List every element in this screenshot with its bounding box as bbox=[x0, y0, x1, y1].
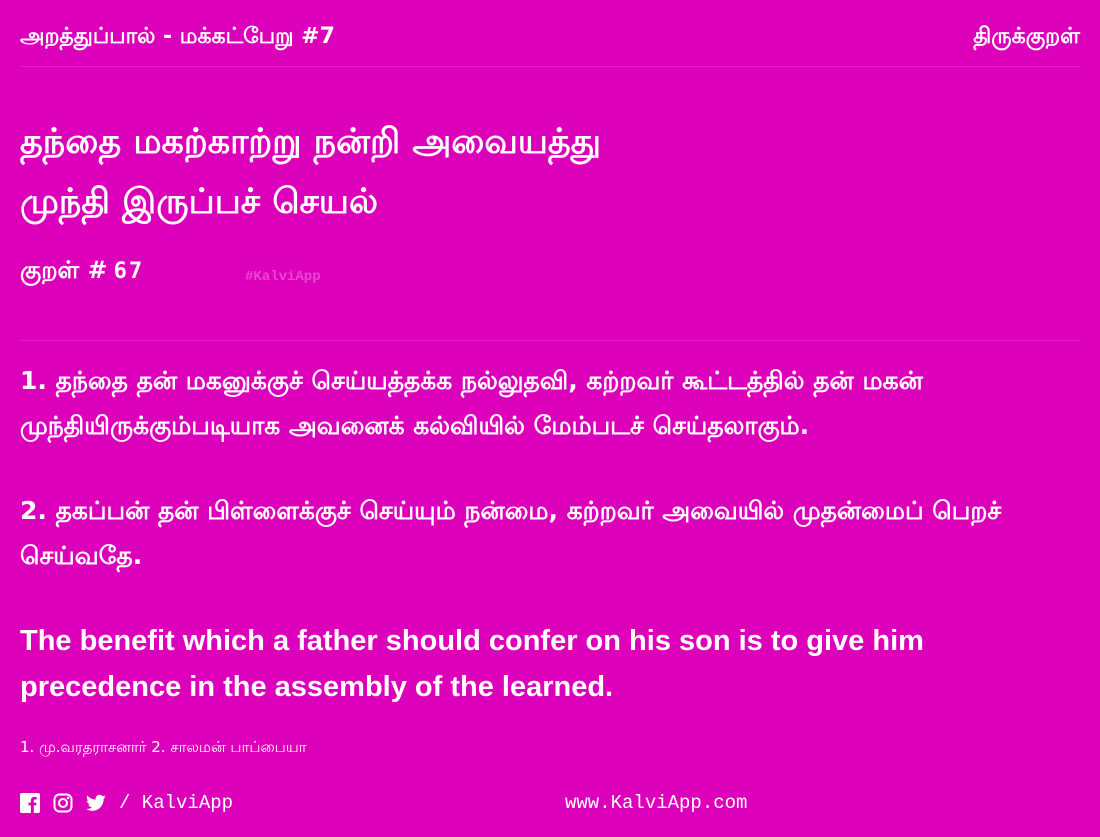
header bbox=[20, 24, 1080, 64]
header-divider bbox=[20, 66, 1080, 67]
facebook-icon[interactable] bbox=[20, 793, 40, 813]
instagram-icon[interactable] bbox=[53, 793, 73, 813]
meaning-2: 2. தகப்பன் தன் பிள்ளைக்குச் செய்யும் நன்மை, கற்றவர் அவையில் முதன்மைப் பெறச் செய்வதே. bbox=[20, 496, 1002, 570]
kural-line-1: தந்தை மகற்காற்று நன்றி அவையத்து bbox=[20, 122, 602, 162]
authors: 1. மு.வரதராசனார் 2. சாலமன் பாப்பையா bbox=[20, 738, 307, 756]
meaning-1: 1. தந்தை தன் மகனுக்குச் செய்யத்தக்க நல்லுதவி, கற்றவர் கூட்டத்தில் தன் மகன் முந்தியிருக்கும்படியாக அவனைக் கல்வியில் மேம்படச் செய்தலாகும். bbox=[20, 366, 923, 440]
english-translation: The benefit which a father should confer on his son is to give him precedence in the assembly of the learned. bbox=[20, 625, 924, 703]
footer bbox=[20, 790, 1080, 816]
section-divider bbox=[20, 340, 1080, 341]
twitter-icon[interactable] bbox=[86, 793, 106, 813]
kural-number bbox=[20, 256, 144, 287]
kural-verse bbox=[20, 112, 601, 232]
brand-title: திருக்குறள் bbox=[973, 24, 1080, 49]
kural-number-label: குறள் # bbox=[20, 256, 108, 284]
website-url[interactable]: www.KalviApp.com bbox=[565, 792, 748, 814]
kural-number-value: 67 bbox=[113, 259, 145, 284]
social-handle[interactable]: / KalviApp bbox=[119, 792, 234, 814]
section-title: அறத்துப்பால் - மக்கட்பேறு #7 bbox=[20, 24, 335, 49]
watermark: #KalviApp bbox=[245, 269, 321, 285]
kural-line-2: முந்தி இருப்பச் செயல் bbox=[20, 182, 378, 222]
